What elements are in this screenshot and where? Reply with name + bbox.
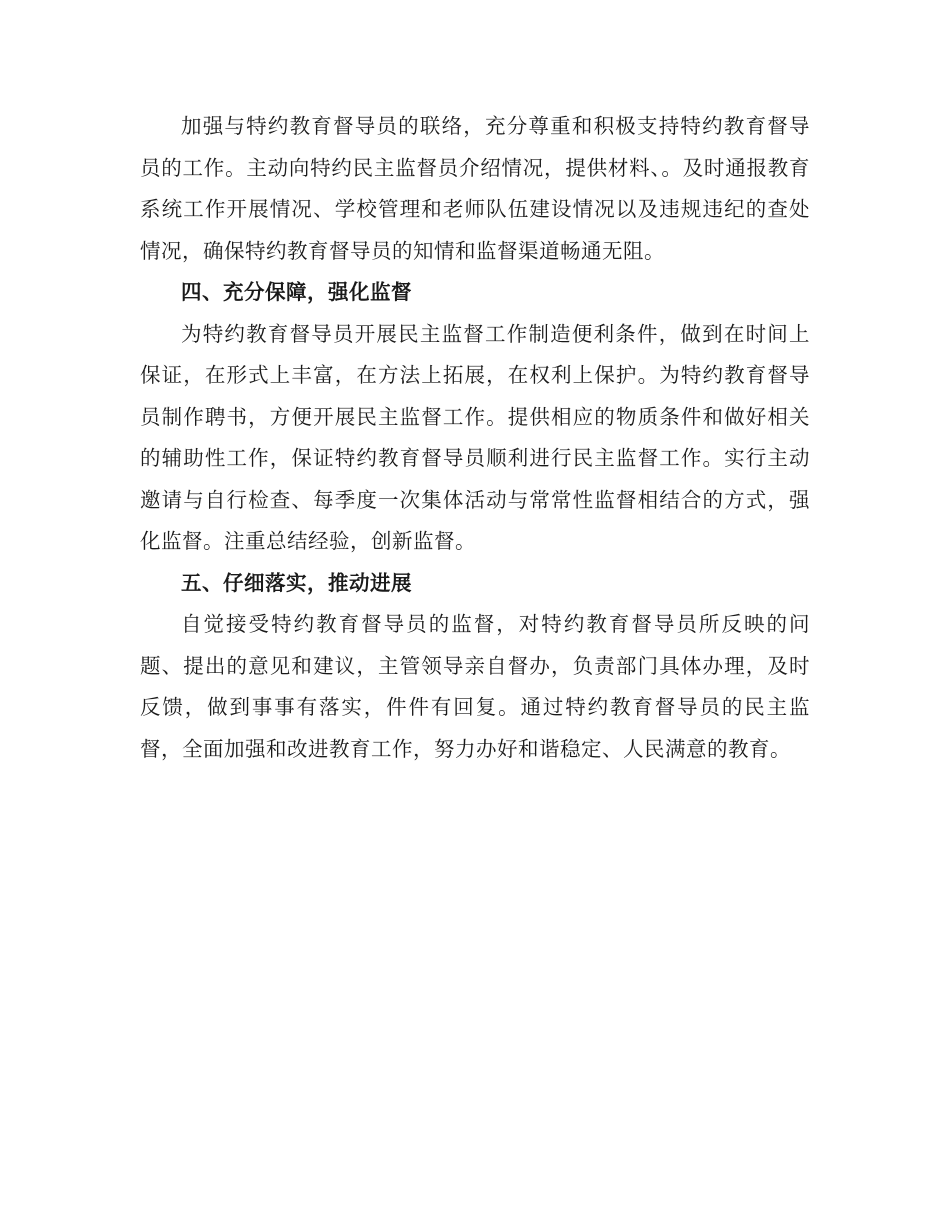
paragraph-implementation: 自觉接受特约教育督导员的监督，对特约教育督导员所反映的问题、提出的意见和建议，主管领导亲自督办，负责部门具体办理，及时反馈，做到事事有落实，件件有回复。通过特约教育督导员的民主监督，全面加强和改进教育工作，努力办好和谐稳定、人民满意的教育。 — [140, 612, 810, 761]
paragraph-guarantee: 为特约教育督导员开展民主监督工作制造便利条件，做到在时间上保证，在形式上丰富，在方法上拓展，在权利上保护。为特约教育督导员制作聘书，方便开展民主监督工作。提供相应的物质条件和做好相关的辅助性工作，保证特约教育督导员顺利进行民主监督工作。实行主动邀请与自行检查、每季度一次集体活动与常常性监督相结合的方式，强化监督。注重总结经验，创新监督。 — [140, 321, 810, 553]
section-heading-4: 四、充分保障，强化监督 — [181, 280, 412, 304]
section-heading-5: 五、仔细落实，推动进展 — [181, 570, 412, 595]
document-body — [140, 106, 810, 770]
paragraph-liaison: 加强与特约教育督导员的联络，充分尊重和积极支持特约教育督导员的工作。主动向特约民主监督员介绍情况，提供材料、。及时通报教育系统工作开展情况、学校管理和老师队伍建设情况以及违规违纪的查处情况，确保特约教育督导员的知情和监督渠道畅通无阻。 — [140, 114, 810, 263]
